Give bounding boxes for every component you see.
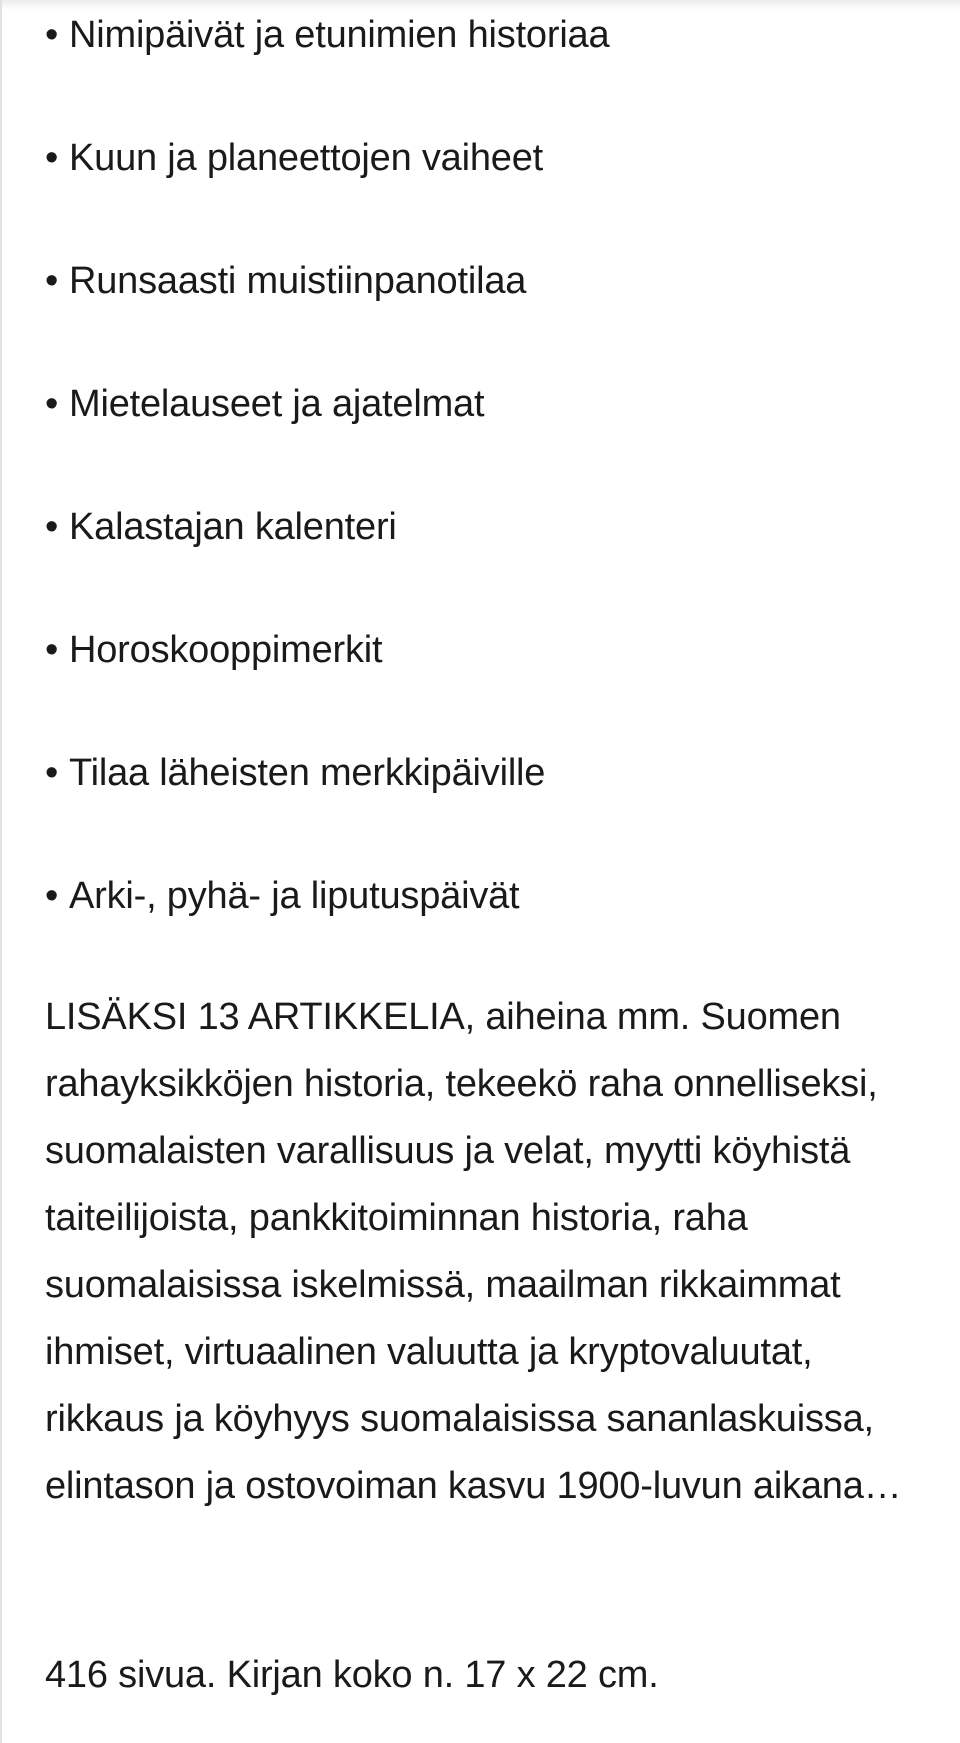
bullet-icon: • <box>45 14 59 56</box>
bullet-icon: • <box>45 383 59 425</box>
bullet-icon: • <box>45 752 59 794</box>
feature-item <box>45 0 915 123</box>
feature-item <box>45 738 915 861</box>
product-description-content <box>45 0 915 1696</box>
left-edge <box>0 0 2 1743</box>
feature-text: Arki-, pyhä- ja liputuspäivät <box>69 875 520 917</box>
bullet-icon: • <box>45 506 59 548</box>
feature-text: Tilaa läheisten merkkipäiville <box>69 752 546 794</box>
book-specs: 416 sivua. Kirjan koko n. 17 x 22 cm. <box>45 1654 659 1696</box>
feature-text: Nimipäivät ja etunimien historiaa <box>69 14 610 56</box>
feature-item <box>45 861 915 984</box>
feature-list <box>45 0 915 984</box>
bullet-icon: • <box>45 629 59 671</box>
feature-item <box>45 615 915 738</box>
feature-text: Kuun ja planeettojen vaiheet <box>69 137 544 179</box>
articles-description: LISÄKSI 13 ARTIKKELIA, aiheina mm. Suomen rahayksikköjen historia, tekeekö raha onnelliseksi, suomalaisten varallisuus ja velat, myytti köyhistä taiteilijoista, pankkitoiminnan historia, raha suomalaisissa iskelmissä, maailman rikkaimmat ihmiset, virtuaalinen valuutta ja kryptovaluutat, rikkaus ja köyhyys suomalaisissa sananlaskuissa, elintason ja ostovoiman kasvu 1900-luvun aikana… <box>45 996 902 1507</box>
feature-text: Runsaasti muistiinpanotilaa <box>69 260 527 302</box>
bullet-icon: • <box>45 137 59 179</box>
feature-item <box>45 492 915 615</box>
feature-item <box>45 123 915 246</box>
feature-item <box>45 369 915 492</box>
feature-text: Kalastajan kalenteri <box>69 506 397 548</box>
feature-item <box>45 246 915 369</box>
feature-text: Mietelauseet ja ajatelmat <box>69 383 485 425</box>
feature-text: Horoskooppimerkit <box>69 629 383 671</box>
bullet-icon: • <box>45 260 59 302</box>
bullet-icon: • <box>45 875 59 917</box>
